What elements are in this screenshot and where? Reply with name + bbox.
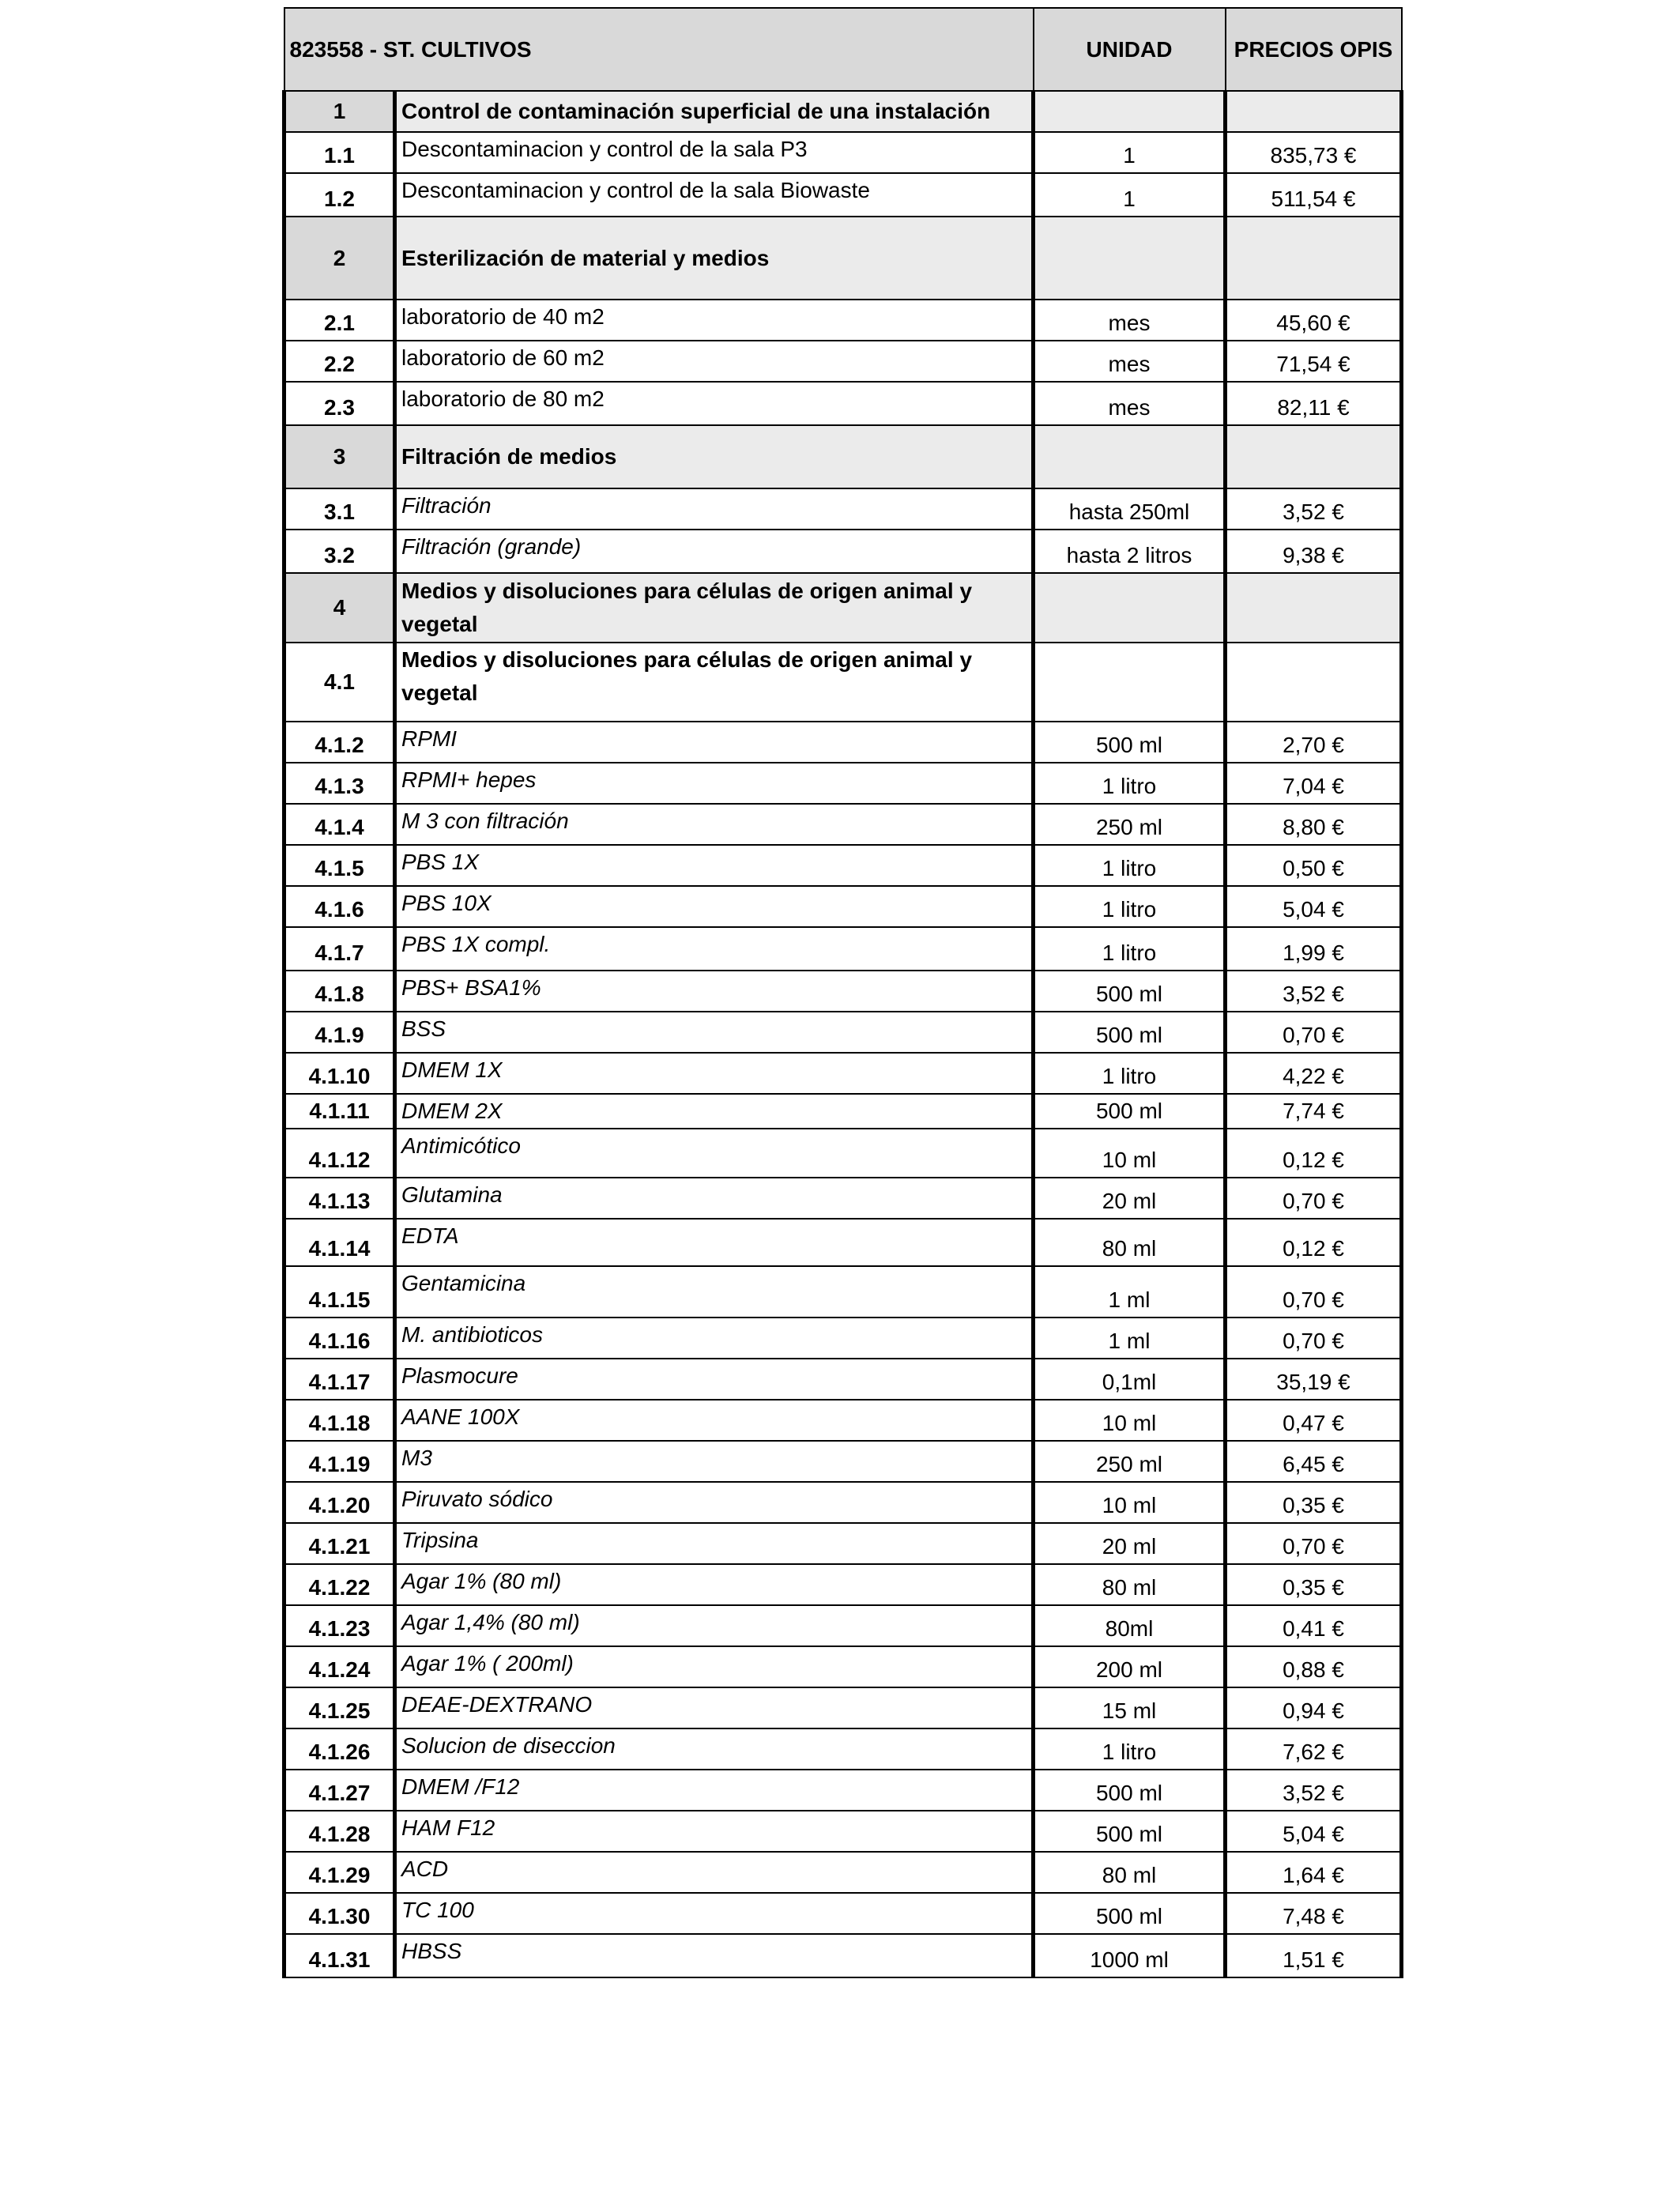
- row-unit: [1034, 217, 1226, 300]
- row-description: Glutamina: [395, 1178, 1034, 1219]
- row-description: Tripsina: [395, 1523, 1034, 1564]
- row-price: 0,88 €: [1226, 1646, 1402, 1687]
- row-unit: 500 ml: [1034, 971, 1226, 1012]
- row-code: 4.1.7: [284, 927, 395, 971]
- row-description: Gentamicina: [395, 1266, 1034, 1318]
- table-row: [284, 1605, 1402, 1646]
- table-row: [284, 886, 1402, 927]
- row-description: Agar 1% (80 ml): [395, 1564, 1034, 1605]
- row-code: 4.1.4: [284, 804, 395, 845]
- row-price: [1226, 217, 1402, 300]
- row-code: 4.1.2: [284, 722, 395, 763]
- row-price: 0,35 €: [1226, 1564, 1402, 1605]
- row-price: 0,12 €: [1226, 1129, 1402, 1178]
- row-unit: 0,1ml: [1034, 1359, 1226, 1400]
- row-unit: 1000 ml: [1034, 1934, 1226, 1977]
- row-price: 0,50 €: [1226, 845, 1402, 886]
- row-description: EDTA: [395, 1219, 1034, 1266]
- row-price: 0,41 €: [1226, 1605, 1402, 1646]
- row-unit: 1 ml: [1034, 1318, 1226, 1359]
- row-price: 5,04 €: [1226, 886, 1402, 927]
- row-unit: [1034, 425, 1226, 488]
- row-unit: 1 ml: [1034, 1266, 1226, 1318]
- row-code: 4.1.20: [284, 1482, 395, 1523]
- row-code: 4.1.15: [284, 1266, 395, 1318]
- row-unit: 500 ml: [1034, 1770, 1226, 1811]
- table-row: [284, 1770, 1402, 1811]
- table-row: [284, 488, 1402, 530]
- table-row: [284, 1687, 1402, 1728]
- row-price: 9,38 €: [1226, 530, 1402, 573]
- row-unit: 20 ml: [1034, 1523, 1226, 1564]
- row-unit: 500 ml: [1034, 722, 1226, 763]
- table-row: [284, 1012, 1402, 1053]
- row-unit: 1 litro: [1034, 845, 1226, 886]
- table-row: [284, 1523, 1402, 1564]
- row-unit: 1 litro: [1034, 1053, 1226, 1094]
- row-price: 1,99 €: [1226, 927, 1402, 971]
- table-row: [284, 300, 1402, 341]
- table-row: [284, 845, 1402, 886]
- row-description: ACD: [395, 1852, 1034, 1893]
- row-unit: 500 ml: [1034, 1893, 1226, 1934]
- row-code: 4.1.3: [284, 763, 395, 804]
- row-code: 4.1.19: [284, 1441, 395, 1482]
- section-row: [284, 425, 1402, 488]
- row-description: DMEM 1X: [395, 1053, 1034, 1094]
- row-code: 4.1.5: [284, 845, 395, 886]
- row-code: 1.1: [284, 132, 395, 173]
- row-code: 4.1.31: [284, 1934, 395, 1977]
- row-price: [1226, 573, 1402, 643]
- row-code: 3.1: [284, 488, 395, 530]
- row-unit: 1: [1034, 173, 1226, 217]
- row-code: 4.1.23: [284, 1605, 395, 1646]
- row-code: 4.1.28: [284, 1811, 395, 1852]
- row-price: 3,52 €: [1226, 488, 1402, 530]
- row-code: 1.2: [284, 173, 395, 217]
- row-price: 4,22 €: [1226, 1053, 1402, 1094]
- row-description: laboratorio de 80 m2: [395, 382, 1034, 425]
- row-code: 2.1: [284, 300, 395, 341]
- table-row: [284, 1728, 1402, 1770]
- row-unit: mes: [1034, 300, 1226, 341]
- row-description: PBS+ BSA1%: [395, 971, 1034, 1012]
- row-price: 0,70 €: [1226, 1178, 1402, 1219]
- row-description: M3: [395, 1441, 1034, 1482]
- row-code: 4.1.25: [284, 1687, 395, 1728]
- row-code: 4.1.18: [284, 1400, 395, 1441]
- row-description: PBS 1X: [395, 845, 1034, 886]
- row-description: Agar 1% ( 200ml): [395, 1646, 1034, 1687]
- row-description: AANE 100X: [395, 1400, 1034, 1441]
- row-unit: 10 ml: [1034, 1482, 1226, 1523]
- row-code: 4.1.9: [284, 1012, 395, 1053]
- row-code: 4.1.24: [284, 1646, 395, 1687]
- table-row: [284, 1441, 1402, 1482]
- row-price: 511,54 €: [1226, 173, 1402, 217]
- table-row: [284, 1094, 1402, 1129]
- row-price: 82,11 €: [1226, 382, 1402, 425]
- row-unit: [1034, 91, 1226, 132]
- row-code: 2.3: [284, 382, 395, 425]
- row-price: 7,04 €: [1226, 763, 1402, 804]
- row-unit: 250 ml: [1034, 1441, 1226, 1482]
- row-code: 4.1.6: [284, 886, 395, 927]
- row-description: PBS 10X: [395, 886, 1034, 927]
- row-price: 7,48 €: [1226, 1893, 1402, 1934]
- row-code: 4.1.8: [284, 971, 395, 1012]
- row-description: Control de contaminación superficial de una instalación: [395, 91, 1034, 132]
- column-header-price: PRECIOS OPIS: [1226, 8, 1402, 91]
- row-description: BSS: [395, 1012, 1034, 1053]
- row-price: 71,54 €: [1226, 341, 1402, 382]
- row-description: HAM F12: [395, 1811, 1034, 1852]
- row-code: 4.1.10: [284, 1053, 395, 1094]
- table-row: [284, 1266, 1402, 1318]
- row-description: Filtración de medios: [395, 425, 1034, 488]
- row-price: 0,70 €: [1226, 1012, 1402, 1053]
- row-code: 3.2: [284, 530, 395, 573]
- row-unit: 20 ml: [1034, 1178, 1226, 1219]
- row-price: [1226, 425, 1402, 488]
- row-price: 0,47 €: [1226, 1400, 1402, 1441]
- row-unit: 200 ml: [1034, 1646, 1226, 1687]
- row-code: 1: [284, 91, 395, 132]
- row-code: 3: [284, 425, 395, 488]
- row-description: Filtración (grande): [395, 530, 1034, 573]
- row-price: 7,74 €: [1226, 1094, 1402, 1129]
- row-code: 4.1.11: [284, 1094, 395, 1129]
- row-description: Descontaminacion y control de la sala P3: [395, 132, 1034, 173]
- table-header-row: [284, 8, 1402, 91]
- row-code: 4.1: [284, 643, 395, 722]
- table-row: [284, 1646, 1402, 1687]
- subsection-row: [284, 643, 1402, 722]
- row-description: TC 100: [395, 1893, 1034, 1934]
- table-row: [284, 1129, 1402, 1178]
- row-description: DEAE-DEXTRANO: [395, 1687, 1034, 1728]
- row-price: 7,62 €: [1226, 1728, 1402, 1770]
- row-code: 4.1.17: [284, 1359, 395, 1400]
- table-row: [284, 1359, 1402, 1400]
- table-row: [284, 1400, 1402, 1441]
- table-row: [284, 971, 1402, 1012]
- table-row: [284, 132, 1402, 173]
- row-unit: [1034, 573, 1226, 643]
- table-row: [284, 804, 1402, 845]
- row-unit: 10 ml: [1034, 1400, 1226, 1441]
- table-row: [284, 763, 1402, 804]
- row-unit: mes: [1034, 341, 1226, 382]
- row-description: HBSS: [395, 1934, 1034, 1977]
- row-price: 3,52 €: [1226, 1770, 1402, 1811]
- row-code: 4.1.27: [284, 1770, 395, 1811]
- row-price: 0,70 €: [1226, 1266, 1402, 1318]
- row-unit: 500 ml: [1034, 1811, 1226, 1852]
- row-price: [1226, 91, 1402, 132]
- row-unit: 500 ml: [1034, 1094, 1226, 1129]
- row-code: 4.1.22: [284, 1564, 395, 1605]
- row-price: 6,45 €: [1226, 1441, 1402, 1482]
- row-code: 4.1.16: [284, 1318, 395, 1359]
- row-unit: 1 litro: [1034, 886, 1226, 927]
- row-unit: 80 ml: [1034, 1564, 1226, 1605]
- table-row: [284, 1564, 1402, 1605]
- row-description: Agar 1,4% (80 ml): [395, 1605, 1034, 1646]
- row-unit: [1034, 643, 1226, 722]
- table-row: [284, 173, 1402, 217]
- row-price: 2,70 €: [1226, 722, 1402, 763]
- row-price: 0,70 €: [1226, 1523, 1402, 1564]
- row-description: Medios y disoluciones para células de origen animal y vegetal: [395, 573, 1034, 643]
- row-unit: 1 litro: [1034, 763, 1226, 804]
- row-description: Descontaminacion y control de la sala Biowaste: [395, 173, 1034, 217]
- table-row: [284, 1178, 1402, 1219]
- row-unit: 15 ml: [1034, 1687, 1226, 1728]
- table-row: [284, 530, 1402, 573]
- row-description: M 3 con filtración: [395, 804, 1034, 845]
- row-code: 2.2: [284, 341, 395, 382]
- row-unit: hasta 250ml: [1034, 488, 1226, 530]
- row-description: Solucion de diseccion: [395, 1728, 1034, 1770]
- row-code: 4: [284, 573, 395, 643]
- row-price: 0,35 €: [1226, 1482, 1402, 1523]
- row-description: DMEM /F12: [395, 1770, 1034, 1811]
- row-unit: 1: [1034, 132, 1226, 173]
- row-code: 4.1.13: [284, 1178, 395, 1219]
- row-code: 4.1.12: [284, 1129, 395, 1178]
- section-row: [284, 91, 1402, 132]
- row-description: RPMI+ hepes: [395, 763, 1034, 804]
- row-price: 0,94 €: [1226, 1687, 1402, 1728]
- row-description: Piruvato sódico: [395, 1482, 1034, 1523]
- row-price: 35,19 €: [1226, 1359, 1402, 1400]
- section-row: [284, 217, 1402, 300]
- row-price: 835,73 €: [1226, 132, 1402, 173]
- row-unit: 1 litro: [1034, 1728, 1226, 1770]
- row-description: M. antibioticos: [395, 1318, 1034, 1359]
- table-row: [284, 1053, 1402, 1094]
- row-description: Medios y disoluciones para células de origen animal y vegetal: [395, 643, 1034, 722]
- row-price: 1,64 €: [1226, 1852, 1402, 1893]
- row-description: DMEM 2X: [395, 1094, 1034, 1129]
- row-price: 0,70 €: [1226, 1318, 1402, 1359]
- row-code: 4.1.26: [284, 1728, 395, 1770]
- row-unit: 80ml: [1034, 1605, 1226, 1646]
- row-description: RPMI: [395, 722, 1034, 763]
- row-code: 4.1.14: [284, 1219, 395, 1266]
- row-description: Antimicótico: [395, 1129, 1034, 1178]
- row-code: 4.1.30: [284, 1893, 395, 1934]
- page-title: 823558 - ST. CULTIVOS: [284, 8, 1034, 91]
- row-unit: mes: [1034, 382, 1226, 425]
- row-unit: 500 ml: [1034, 1012, 1226, 1053]
- section-row: [284, 573, 1402, 643]
- table-row: [284, 1219, 1402, 1266]
- table-row: [284, 341, 1402, 382]
- table-row: [284, 382, 1402, 425]
- table-row: [284, 1318, 1402, 1359]
- row-description: Filtración: [395, 488, 1034, 530]
- table-row: [284, 927, 1402, 971]
- row-unit: 10 ml: [1034, 1129, 1226, 1178]
- row-description: laboratorio de 40 m2: [395, 300, 1034, 341]
- row-unit: 1 litro: [1034, 927, 1226, 971]
- row-price: 8,80 €: [1226, 804, 1402, 845]
- row-price: 0,12 €: [1226, 1219, 1402, 1266]
- table-row: [284, 722, 1402, 763]
- price-table: [282, 7, 1403, 1978]
- row-unit: hasta 2 litros: [1034, 530, 1226, 573]
- table-row: [284, 1852, 1402, 1893]
- row-description: Esterilización de material y medios: [395, 217, 1034, 300]
- row-price: [1226, 643, 1402, 722]
- table-row: [284, 1811, 1402, 1852]
- table-row: [284, 1893, 1402, 1934]
- row-price: 5,04 €: [1226, 1811, 1402, 1852]
- row-price: 1,51 €: [1226, 1934, 1402, 1977]
- row-price: 45,60 €: [1226, 300, 1402, 341]
- row-code: 4.1.29: [284, 1852, 395, 1893]
- column-header-unit: UNIDAD: [1034, 8, 1226, 91]
- row-unit: 80 ml: [1034, 1219, 1226, 1266]
- row-description: Plasmocure: [395, 1359, 1034, 1400]
- row-price: 3,52 €: [1226, 971, 1402, 1012]
- table-row: [284, 1482, 1402, 1523]
- row-unit: 80 ml: [1034, 1852, 1226, 1893]
- row-description: PBS 1X compl.: [395, 927, 1034, 971]
- table-row: [284, 1934, 1402, 1977]
- row-code: 4.1.21: [284, 1523, 395, 1564]
- row-unit: 250 ml: [1034, 804, 1226, 845]
- row-code: 2: [284, 217, 395, 300]
- row-description: laboratorio de 60 m2: [395, 341, 1034, 382]
